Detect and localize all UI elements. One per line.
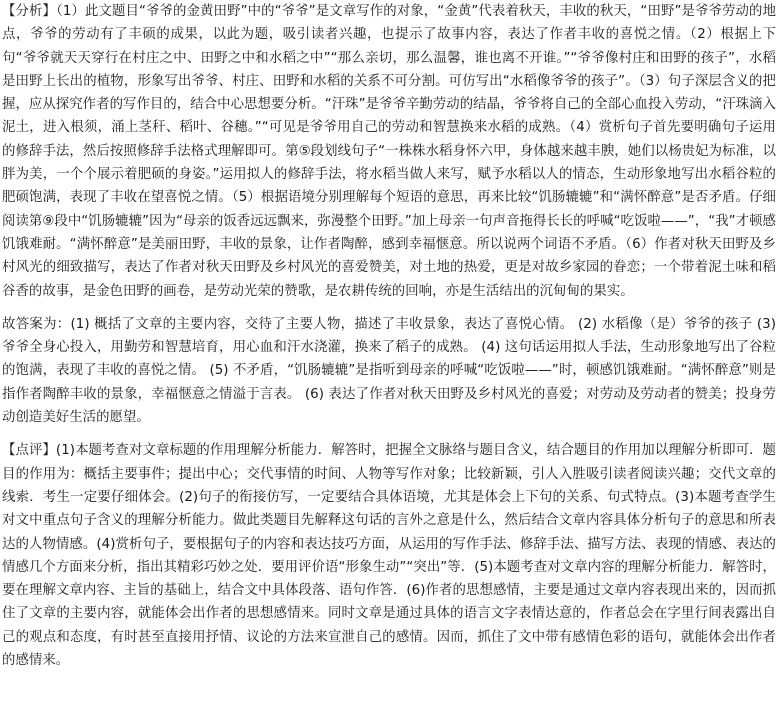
answer-label: 故答案为： [2, 316, 71, 332]
analysis-text: （1）此文题目“爷爷的金黄田野”中的“爷爷”是文章写作的对象，“金黄”代表着秋天，丰收的秋天，“田野”是爷爷劳动的地点，爷爷的劳动有了丰硕的成果，以此为题，吸引读者兴趣，也提示了故事内容，表达了作者丰收的喜悦之情。（2）根据上下句“爷爷就天天穿行在村庄之中、田野之中和水稻之中”“那么亲切，那么温馨，谁也离不开谁。”“爷爷像村庄和田野的孩子”，水稻是田野上长出的植物，形象写出爷爷、村庄、田野和水稻的关系不可分割。可仿写出“水稻像爷爷的孩子”。（3）句子深层含义的把握，应从探究作者的写作目的，结合中心思想要分析。“汗珠”是爷爷辛勤劳动的结晶，爷爷将自己的全部心血投入劳动，“汗珠滴入泥土，进入根须，涌上茎秆、稻叶、谷穗。”“可见是爷爷用自己的劳动和智慧换来水稻的成熟。（4）赏析句子首先要明确句子运用的修辞手法，然后按照修辞手法格式理解即可。第⑤段划线句子“一株株水稻身怀六甲，身体越来越丰腴，她们以杨贵妃为标准，以胖为美，一个个展示着肥硕的身姿。”运用拟人的修辞手法，将水稻当做人来写，赋予水稻以人的情态，生动形象地写出水稻谷粒的肥硕饱满，表现了丰收在望喜悦之情。（5）根据语境分别理解每个短语的意思，再来比较“饥肠辘辘”和“满怀醉意”是否矛盾。仔细阅读第⑨段中“饥肠辘辘”因为“母亲的饭香远远飘来，弥漫整个田野。”加上母亲一句声音拖得长长的呼喊“吃饭啦——”，“我”才顿感饥饿难耐。“满怀醉意”是美丽田野，丰收的景象，让作者陶醉，感到幸福惬意。所以说两个词语不矛盾。（6）作者对秋天田野及乡村风光的细致描写，表达了作者对秋天田野及乡村风光的喜爱赞美，对土地的热爱，更是对故乡家园的眷恋；一个带着泥土味和稻谷香的故事，是金色田野的画卷，是劳动光荣的赞歌，是农耕传统的回响，亦是生活结出的沉甸甸的果实。 [2, 4, 777, 299]
answer-section [2, 313, 776, 429]
analysis-section [2, 0, 776, 303]
comment-label: 【点评】 [2, 443, 56, 459]
analysis-label: 【分析】 [2, 4, 57, 19]
answer-text: (1) 概括了文章的主要内容，交待了主要人物，描述了丰收景象，表达了喜悦心情。 (2) 水稻像（是）爷爷的孩子 (3) 爷爷全身心投入，用勤劳和智慧培育，用心血和汗水浇灌，换来了稻子的成熟。 (4) 这句话运用拟人手法，生动形象地写出了谷粒的饱满，表现了丰收的喜悦之情。 (5) 不矛盾，“饥肠辘辘”是指听到母亲的呼喊“吃饭啦——”时，顿感饥饿难耐。“满怀醉意”则是指作者陶醉丰收的景象，幸福惬意之情溢于言表。 (6) 表达了作者对秋天田野及乡村风光的喜爱；对劳动及劳动者的赞美；投身劳动创造美好生活的愿望。 [2, 316, 776, 426]
comment-section [2, 439, 776, 672]
comment-text: (1)本题考查对文章标题的作用理解分析能力．解答时，把握全文脉络与题目含义，结合题目的作用加以理解分析即可．题目的作用为：概括主要事件；提出中心；交代事情的时间、人物等写作对象；比较新颖，引人入胜吸引读者阅读兴趣；交代文章的线索．考生一定要仔细体会。(2)句子的衔接仿写，一定要结合具体语境，尤其是体会上下句的关系、句式特点。(3)本题考查学生对文中重点句子含义的理解分析能力。做此类题目先解释这句话的言外之意是什么，然后结合文章内容具体分析句子的意思和所表达的人物情感。(4)赏析句子，要根据句子的内容和表达技巧方面，从运用的写作手法、修辞手法、描写方法、表现的情感、表达的情感几个方面来分析，指出其精彩巧妙之处．要用评价语“形象生动”“突出”等．(5)本题考查对文章内容的理解分析能力．解答时，要在理解文章内容、主旨的基础上，结合文中具体段落、语句作答．(6)作者的思想感情，主要是通过文章内容表现出来的，因而抓住了文章的主要内容，就能体会出作者的思想感情来。同时文章是通过具体的语言文字表情达意的，作者总会在字里行间表露出自己的观点和态度，有时甚至直接用抒情、议论的方法来宣泄自己的感情。因而，抓住了文中带有感情色彩的语句，就能体会出作者的感情来。 [2, 443, 776, 669]
